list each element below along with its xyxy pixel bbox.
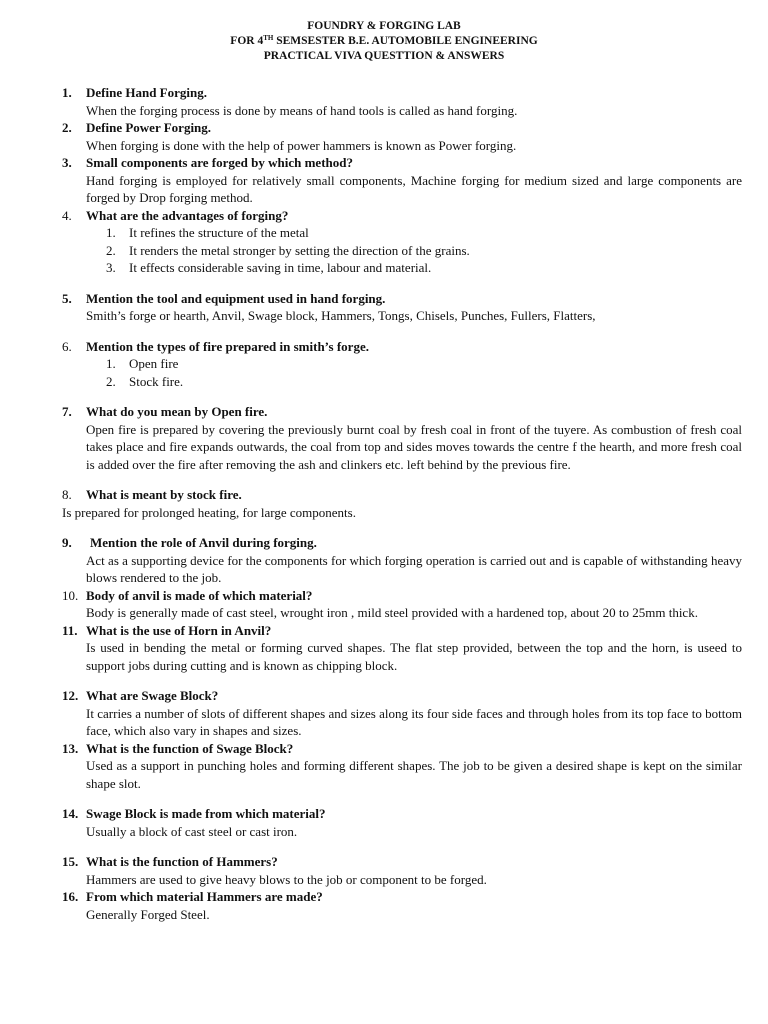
question-item-5 bbox=[62, 290, 742, 325]
question-text: What is the use of Horn in Anvil? bbox=[86, 622, 272, 638]
answer-text: Generally Forged Steel. bbox=[86, 906, 210, 922]
question-text: What are the advantages of forging? bbox=[86, 207, 289, 223]
answer-text: Is used in bending the metal or forming curved shapes. The flat step provided, between the top and the horn, is useed to support jobs during cutting and is known as chipping block. bbox=[86, 640, 742, 673]
question-text: Mention the types of fire prepared in smith’s forge. bbox=[86, 338, 369, 354]
answer-list bbox=[86, 224, 742, 277]
question-item-12 bbox=[62, 687, 742, 740]
question-number: 14. bbox=[62, 806, 79, 821]
question-item-8 bbox=[62, 486, 742, 521]
answer-text: Hand forging is employed for relatively small components, Machine forging for medium sized and large components are forged by Drop forging method. bbox=[86, 172, 742, 205]
answer-text: It carries a number of slots of different shapes and sizes along its four side faces and through holes from its top face to bottom face, which also vary in shapes and sizes. bbox=[86, 705, 742, 738]
question-text: Swage Block is made from which material? bbox=[86, 806, 326, 821]
question-number: 2. bbox=[62, 120, 72, 135]
question-text: Define Hand Forging. bbox=[86, 85, 207, 100]
question-text: Define Power Forging. bbox=[86, 120, 212, 135]
answer-text: Usually a block of cast steel or cast iron. bbox=[86, 823, 298, 839]
question-text: What is the function of Hammers? bbox=[86, 854, 278, 869]
document-header bbox=[0, 19, 768, 64]
answer-list-item: 2. Stock fire. bbox=[106, 373, 184, 389]
answer-text: Smith’s forge or hearth, Anvil, Swage block, Hammers, Tongs, Chisels, Punches, Fullers, Flatters, bbox=[86, 308, 596, 323]
question-text: What is meant by stock fire. bbox=[86, 487, 242, 502]
question-item-1 bbox=[62, 84, 742, 119]
question-item-2 bbox=[62, 119, 742, 154]
question-number: 12. bbox=[62, 688, 79, 703]
question-item-11 bbox=[62, 622, 742, 675]
answer-text: Hammers are used to give heavy blows to the job or component to be forged. bbox=[86, 871, 487, 887]
answer-list-item: 1. It refines the structure of the metal bbox=[106, 225, 309, 240]
question-number: 13. bbox=[62, 740, 79, 756]
question-item-14 bbox=[62, 805, 742, 840]
answer-text: Is prepared for prolonged heating, for large components. bbox=[62, 504, 356, 520]
question-number: 8. bbox=[62, 487, 72, 502]
answer-list-item: 3. It effects considerable saving in time, labour and material. bbox=[106, 260, 432, 275]
question-number: 16. bbox=[62, 889, 79, 904]
question-text: Mention the role of Anvil during forging. bbox=[90, 535, 317, 550]
question-text: Body of anvil is made of which material? bbox=[86, 587, 313, 603]
question-item-13 bbox=[62, 740, 742, 793]
answer-text: Open fire is prepared by covering the previously burnt coal by fresh coal in front of the tuyere. As combustion of fresh coal takes place and fire expands outwards, the coal from top and sides moves towards the centre f the hearth, and more fresh coal is added over the fire after removing the ash and clinkers etc. left behind by the previous fire. bbox=[86, 421, 742, 472]
question-text: Small components are forged by which method? bbox=[86, 155, 353, 170]
question-item-4 bbox=[62, 207, 742, 277]
question-text: What is the function of Swage Block? bbox=[86, 740, 294, 756]
answer-text: When forging is done with the help of power hammers is known as Power forging. bbox=[86, 137, 517, 153]
question-item-9 bbox=[62, 534, 742, 587]
question-item-3 bbox=[62, 154, 742, 207]
questions-list bbox=[62, 84, 742, 923]
question-item-7 bbox=[62, 403, 742, 473]
question-number: 7. bbox=[62, 404, 72, 419]
question-number: 1. bbox=[62, 85, 72, 100]
question-number: 5. bbox=[62, 290, 72, 306]
header-course-suffix: SEMSESTER B.E. AUTOMOBILE ENGINEERING bbox=[273, 35, 538, 47]
answer-list-item: 1. Open fire bbox=[106, 356, 179, 371]
answer-list-item: 2. It renders the metal stronger by setting the direction of the grains. bbox=[106, 242, 470, 258]
header-course-superscript: TH bbox=[263, 34, 274, 42]
question-text: What are Swage Block? bbox=[86, 688, 219, 703]
question-number: 10. bbox=[62, 587, 79, 603]
question-number: 6. bbox=[62, 338, 72, 354]
question-number: 15. bbox=[62, 854, 79, 869]
question-item-6 bbox=[62, 338, 742, 391]
question-item-10 bbox=[62, 587, 742, 622]
question-item-16 bbox=[62, 888, 742, 923]
question-text: From which material Hammers are made? bbox=[86, 889, 323, 904]
header-course-line bbox=[0, 34, 768, 49]
question-number: 9. bbox=[62, 535, 72, 550]
answer-text: Body is generally made of cast steel, wrought iron , mild steel provided with a hardened top, about 20 to 25mm thick. bbox=[86, 605, 698, 620]
answer-text: When the forging process is done by means of hand tools is called as hand forging. bbox=[86, 102, 518, 118]
question-number: 4. bbox=[62, 207, 72, 223]
answer-text: Act as a supporting device for the components for which forging operation is carried out and is capable of withstanding heavy blows rendered to the job. bbox=[86, 552, 742, 585]
question-text: Mention the tool and equipment used in hand forging. bbox=[86, 290, 386, 306]
answer-text: Used as a support in punching holes and forming different shapes. The job to be given a desired shape is kept on the similar shape slot. bbox=[86, 758, 742, 791]
header-viva-title: PRACTICAL VIVA QUESTTION & ANSWERS bbox=[263, 50, 505, 62]
header-course-prefix: FOR 4 bbox=[230, 35, 264, 47]
question-item-15 bbox=[62, 853, 742, 888]
question-text: What do you mean by Open fire. bbox=[86, 404, 268, 419]
question-number: 11. bbox=[62, 622, 78, 638]
answer-list bbox=[86, 355, 742, 390]
header-lab-title: FOUNDRY & FORGING LAB bbox=[307, 20, 461, 32]
question-number: 3. bbox=[62, 155, 72, 170]
